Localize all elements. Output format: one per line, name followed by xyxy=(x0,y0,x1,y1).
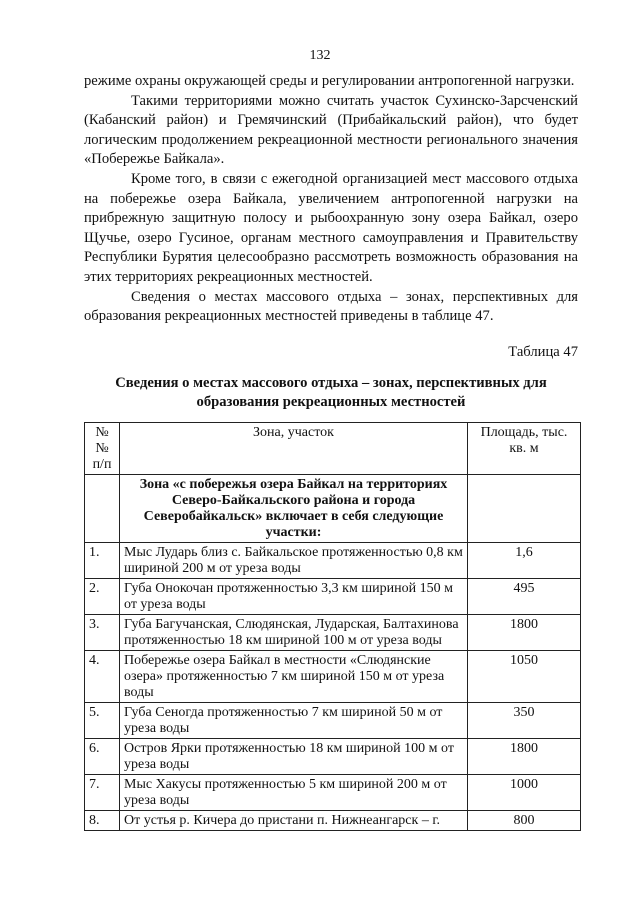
row-num: 4. xyxy=(85,651,120,703)
page-number: 132 xyxy=(309,48,331,63)
data-table xyxy=(84,422,581,831)
table-header-row xyxy=(85,423,581,475)
table-cell xyxy=(85,475,120,543)
row-area: 1,6 xyxy=(468,543,581,579)
row-area: 1800 xyxy=(468,739,581,775)
row-num: 2. xyxy=(85,579,120,615)
table-row xyxy=(85,811,581,831)
paragraph: Сведения о местах массового отдыха – зонах, перспективных для образования рекреационных местностей приведены в таблице 47. xyxy=(84,288,578,325)
table-title: Сведения о местах массового отдыха – зонах, перспективных для образования рекреационных местностей xyxy=(115,375,547,410)
table-row xyxy=(85,775,581,811)
zone-header-row xyxy=(85,475,581,543)
row-num: 8. xyxy=(85,811,120,831)
header-zone: Зона, участок xyxy=(120,423,468,475)
paragraph: Кроме того, в связи с ежегодной организацией мест массового отдыха на побережье озера Байкала, увеличением антропогенной нагрузки на прибрежную защитную полосу и рыбоохранную зону озера Байкал, озеро Щучье, озеро Гусиное, органам местного самоуправления и Правительству Республики Бурятия целесообразно рассмотреть возможность образования на этих территориях рекреационных местностей. xyxy=(84,170,578,285)
row-area: 800 xyxy=(468,811,581,831)
row-zone: Губа Онокочан протяженностью 3,3 км шириной 150 м от уреза воды xyxy=(120,579,468,615)
row-area: 1000 xyxy=(468,775,581,811)
paragraph: Такими территориями можно считать участок Сухинско-Зарсченский (Кабанский район) и Гремячинский (Прибайкальский район), что будет логическим продолжением рекреационной местности регионального значения «Побережье Байкала». xyxy=(84,92,578,168)
row-zone: Остров Ярки протяженностью 18 км шириной 100 м от уреза воды xyxy=(120,739,468,775)
table-row xyxy=(85,615,581,651)
table-row xyxy=(85,651,581,703)
row-num: 1. xyxy=(85,543,120,579)
header-area: Площадь, тыс. кв. м xyxy=(468,423,581,475)
row-zone: От устья р. Кичера до пристани п. Нижнеангарск – г. xyxy=(120,811,468,831)
table-row xyxy=(85,579,581,615)
row-area: 495 xyxy=(468,579,581,615)
table-row xyxy=(85,543,581,579)
row-zone: Губа Багучанская, Слюдянская, Лударская, Балтахинова протяженностью 18 км шириной 100 м от уреза воды xyxy=(120,615,468,651)
row-zone: Побережье озера Байкал в местности «Слюдянские озера» протяженностью 7 км шириной 150 м от уреза воды xyxy=(120,651,468,703)
row-num: 6. xyxy=(85,739,120,775)
row-num: 3. xyxy=(85,615,120,651)
body-text xyxy=(84,72,578,327)
row-zone: Мыс Хакусы протяженностью 5 км шириной 200 м от уреза воды xyxy=(120,775,468,811)
row-zone: Губа Сеногда протяженностью 7 км шириной 50 м от уреза воды xyxy=(120,703,468,739)
zone-header: Зона «с побережья озера Байкал на территориях Северо-Байкальского района и города Северобайкальск» включает в себя следующие участки: xyxy=(120,475,468,543)
row-zone: Мыс Лударь близ с. Байкальское протяженностью 0,8 км шириной 200 м от уреза воды xyxy=(120,543,468,579)
paragraph: режиме охраны окружающей среды и регулировании антропогенной нагрузки. xyxy=(84,73,575,89)
header-num: №№ п/п xyxy=(85,423,120,475)
table-cell xyxy=(468,475,581,543)
row-num: 5. xyxy=(85,703,120,739)
row-area: 1050 xyxy=(468,651,581,703)
table-row xyxy=(85,703,581,739)
row-area: 1800 xyxy=(468,615,581,651)
table-row xyxy=(85,739,581,775)
table-label: Таблица 47 xyxy=(508,344,578,360)
row-area: 350 xyxy=(468,703,581,739)
row-num: 7. xyxy=(85,775,120,811)
